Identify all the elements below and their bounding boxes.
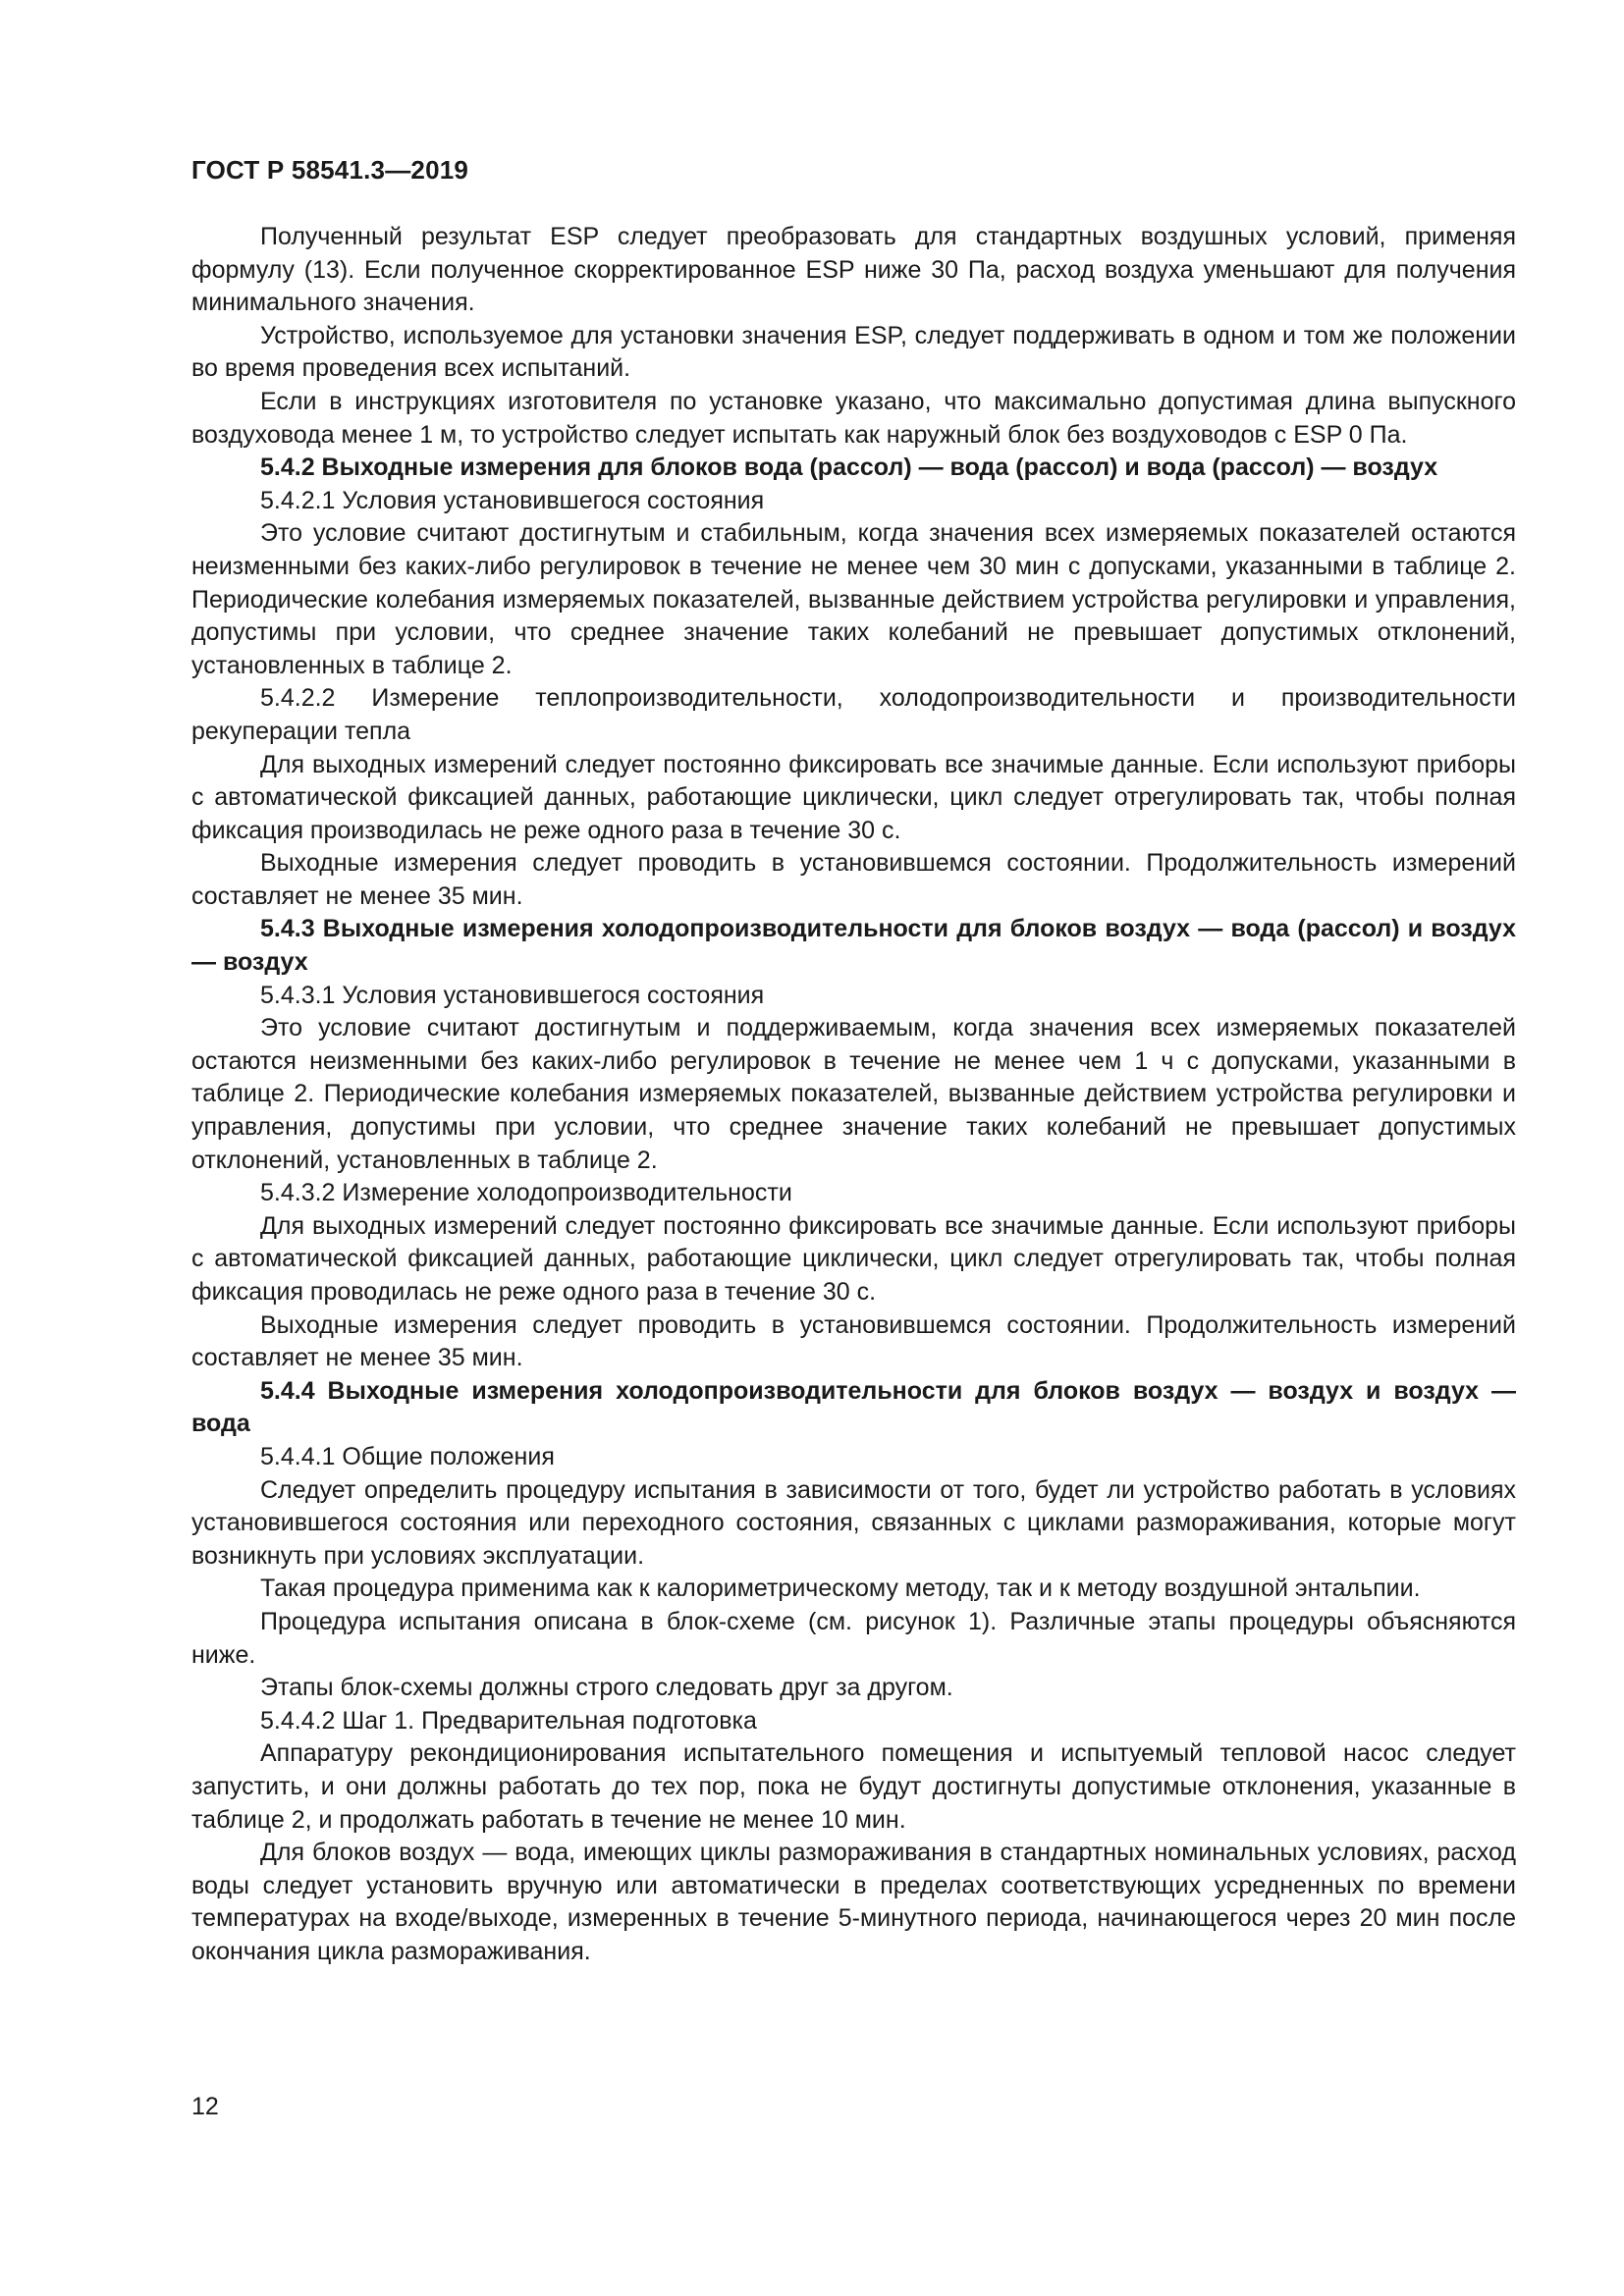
paragraph: Это условие считают достигнутым и стабильным, когда значения всех измеряемых показателей остаются неизменными без каких-либо регулировок в течение не менее чем 30 мин с допусками, указанными в таблице 2. Периодические колебания измеряемых показателей, вызванные действием устройства регулировки и управления, допустимы при условии, что среднее значение таких колебаний не превышает допустимых отклонений, установленных в таблице 2. xyxy=(191,519,1516,679)
subsection-title: 5.4.3.2 Измерение холодопроизводительности xyxy=(260,1179,792,1207)
paragraph: Выходные измерения следует проводить в установившемся состоянии. Продолжительность измерений составляет не менее 35 мин. xyxy=(191,1310,1516,1372)
section-heading-5-4-3: 5.4.3 Выходные измерения холодопроизводительности для блоков воздух — вода (рассол) и воздух — воздух xyxy=(191,915,1516,977)
paragraph: Аппаратуру рекондиционирования испытательного помещения и испытуемый тепловой насос следует запустить, и они должны работать до тех пор, пока не будут достигнуты допустимые отклонения, указанные в таблице 2, и продолжать работать в течение не менее 10 мин. xyxy=(191,1739,1516,1834)
document-header: ГОСТ Р 58541.3—2019 xyxy=(191,155,469,185)
paragraph: Этапы блок-схемы должны строго следовать друг за другом. xyxy=(260,1674,953,1702)
section-heading-5-4-2: 5.4.2 Выходные измерения для блоков вода (рассол) — вода (рассол) и вода (рассол) — воздух xyxy=(260,454,1438,482)
paragraph: Для блоков воздух — вода, имеющих циклы размораживания в стандартных номинальных условиях, расход воды следует установить вручную или автоматически в пределах соответствующих усредненных по времени температурах на входе/выходе, измеренных в течение 5-минутного периода, начинающегося через 20 мин после окончания цикла размораживания. xyxy=(191,1839,1516,1965)
subsection-title: 5.4.4.1 Общие положения xyxy=(260,1442,555,1470)
document-body xyxy=(191,221,1516,1968)
paragraph: Это условие считают достигнутым и поддерживаемым, когда значения всех измеряемых показателей остаются неизменными без каких-либо регулировок в течение не менее чем 1 ч с допусками, указанными в таблице 2. Периодические колебания измеряемых показателей, вызванные действием устройства регулировки и управления, допустимы при условии, что среднее значение таких колебаний не превышает допустимых отклонений, установленных в таблице 2. xyxy=(191,1014,1516,1174)
paragraph: Процедура испытания описана в блок-схеме (см. рисунок 1). Различные этапы процедуры объясняются ниже. xyxy=(191,1607,1516,1669)
paragraph: Если в инструкциях изготовителя по установке указано, что максимально допустимая длина выпускного воздуховода менее 1 м, то устройство следует испытать как наружный блок без воздуховодов с ESP 0 Па. xyxy=(191,387,1516,449)
page-number: 12 xyxy=(191,2093,219,2120)
paragraph: Такая процедура применима как к калориметрическому методу, так и к методу воздушной энтальпии. xyxy=(260,1575,1421,1603)
paragraph: Полученный результат ESP следует преобразовать для стандартных воздушных условий, применяя формулу (13). Если полученное скорректированное ESP ниже 30 Па, расход воздуха уменьшают для получения минимального значения. xyxy=(191,223,1516,317)
section-heading-5-4-4: 5.4.4 Выходные измерения холодопроизводительности для блоков воздух — воздух и воздух — вода xyxy=(191,1376,1516,1438)
paragraph: Следует определить процедуру испытания в зависимости от того, будет ли устройство работать в условиях установившегося состояния или переходного состояния, связанных с циклами размораживания, которые могут возникнуть при условиях эксплуатации. xyxy=(191,1475,1516,1570)
paragraph: Для выходных измерений следует постоянно фиксировать все значимые данные. Если используют приборы с автоматической фиксацией данных, работающие циклически, цикл следует отрегулировать так, чтобы полная фиксация проводилась не реже одного раза в течение 30 с. xyxy=(191,1211,1516,1306)
subsection-title: 5.4.3.1 Условия установившегося состояния xyxy=(260,981,765,1009)
paragraph: Выходные измерения следует проводить в установившемся состоянии. Продолжительность измерений составляет не менее 35 мин. xyxy=(191,849,1516,910)
subsection-title: 5.4.4.2 Шаг 1. Предварительная подготовка xyxy=(260,1706,757,1735)
paragraph: Для выходных измерений следует постоянно фиксировать все значимые данные. Если используют приборы с автоматической фиксацией данных, работающие циклически, цикл следует отрегулировать так, чтобы полная фиксация производилась не реже одного раза в течение 30 с. xyxy=(191,750,1516,844)
paragraph: Устройство, используемое для установки значения ESP, следует поддерживать в одном и том же положении во время проведения всех испытаний. xyxy=(191,321,1516,383)
subsection-title: 5.4.2.1 Условия установившегося состояния xyxy=(260,486,765,514)
subsection-title: 5.4.2.2 Измерение теплопроизводительности, холодопроизводительности и производительности рекуперации тепла xyxy=(191,684,1516,745)
